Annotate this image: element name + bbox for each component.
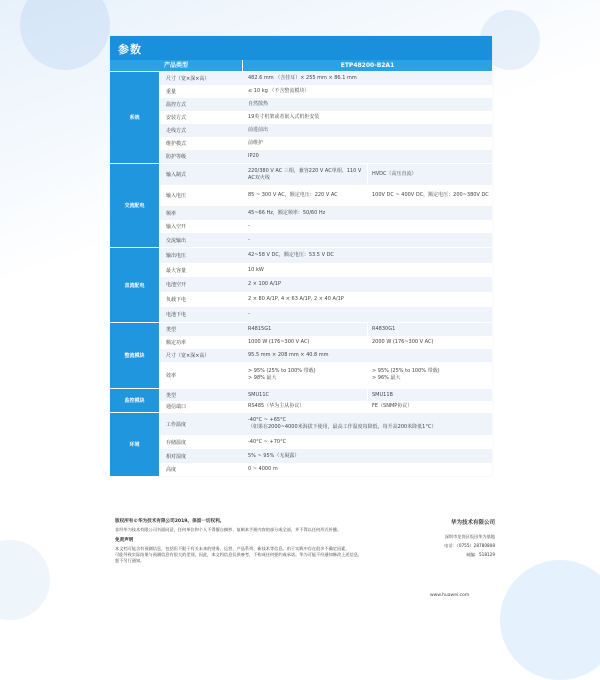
company-phone: 电话：（0755）28780808 (444, 543, 495, 548)
spec-row (160, 277, 492, 292)
spec-label: 额定功率 (160, 336, 242, 349)
spec-value-alt: R4830G1 (368, 323, 492, 336)
spec-value: R4815G1 (242, 323, 367, 336)
spec-label: 维护模式 (160, 137, 242, 150)
spec-value-alt: > 95% (25% to 100% 带载) > 96% 最大 (372, 368, 440, 381)
spec-value: 220/380 V AC 三相，兼容220 V AC单相、110 V AC双火线 (242, 164, 367, 185)
spec-row (160, 401, 492, 412)
group-ac: 交流配电 (110, 164, 159, 247)
spec-row (160, 85, 492, 98)
spec-label: 通信端口 (160, 401, 242, 412)
spec-value: 10 kW (242, 263, 492, 277)
spec-row (160, 98, 492, 111)
spec-row (160, 463, 492, 476)
spec-label: 频率 (160, 206, 242, 220)
spec-value: RS485（华为主从协议） (242, 401, 367, 412)
spec-row (160, 185, 492, 206)
spec-value-alt: FE（SNMP协议） (372, 403, 413, 409)
spec-label: 输入空开 (160, 220, 242, 233)
spec-label: 高度 (160, 463, 242, 476)
spec-row (160, 72, 492, 85)
spec-value: 0 ~ 4000 m (242, 463, 492, 476)
spec-label: 输出电压 (160, 248, 242, 263)
spec-value: 95.5 mm × 208 mm × 40.8 mm (242, 349, 492, 362)
spec-row (160, 413, 492, 435)
spec-row (160, 435, 492, 449)
spec-row (160, 349, 492, 362)
spec-label: 交流输出 (160, 233, 242, 247)
company-website[interactable]: www.huawei.com (430, 593, 470, 598)
spec-value: > 95% (25% to 100% 带载) > 98% 最大 (242, 362, 367, 388)
section-title: 参数 (110, 36, 492, 60)
spec-row (160, 164, 492, 185)
spec-label: 相对湿度 (160, 449, 242, 463)
spec-row (160, 111, 492, 124)
spec-row (160, 389, 492, 401)
spec-label: 重量 (160, 85, 242, 98)
spec-value: - (242, 233, 492, 247)
spec-value: 482.6 mm （含挂耳）× 255 mm × 86.1 mm (242, 72, 492, 85)
footer-legal (115, 518, 385, 564)
spec-value: - (242, 220, 492, 233)
group-monitor: 监控模块 (110, 389, 159, 412)
spec-row (160, 124, 492, 137)
spec-value: -40°C ~ +70°C (242, 435, 492, 449)
spec-label: 工作温度 (160, 413, 242, 435)
spec-label: 走线方式 (160, 124, 242, 137)
spec-label: 负载下电 (160, 292, 242, 307)
spec-value: 2 × 80 A/1P, 4 × 63 A/1P, 2 × 40 A/1P (242, 292, 492, 307)
spec-label: 尺寸（宽×深×高） (160, 72, 242, 85)
spec-label: 尺寸（宽×深×高） (160, 349, 242, 362)
spec-row (160, 307, 492, 322)
disclaimer-line: 恕不另行通知。 (115, 558, 145, 563)
spec-label: 效率 (160, 362, 242, 388)
spec-row (160, 323, 492, 336)
spec-value: 45~66 Hz，额定频率：50/60 Hz (242, 206, 492, 220)
spec-value: 前维护 (242, 137, 492, 150)
spec-value: SMU11C (242, 389, 367, 401)
spec-label: 安装方式 (160, 111, 242, 124)
spec-label: 存储温度 (160, 435, 242, 449)
spec-row (160, 263, 492, 277)
spec-label: 输入电压 (160, 185, 242, 206)
spec-row (160, 220, 492, 233)
spec-value: 前进前出 (242, 124, 492, 137)
spec-value: 42~58 V DC，额定电压：53.5 V DC (242, 248, 492, 263)
spec-label: 防护等级 (160, 150, 242, 163)
spec-value: 1000 W (176~300 V AC) (242, 336, 367, 349)
disclaimer-title: 免责声明 (115, 538, 134, 543)
model-label: 产品类型 (110, 60, 242, 71)
spec-value: 2 × 100 A/1P (242, 277, 492, 292)
spec-value-alt: 100V DC ~ 400V DC，额定电压：200~380V DC (372, 192, 489, 198)
spec-value-alt: 2000 W (176~300 V AC) (372, 339, 434, 345)
spec-value: IP20 (242, 150, 492, 163)
company-postcode: 邮编：518129 (466, 552, 495, 557)
spec-row (160, 362, 492, 388)
spec-row (160, 292, 492, 307)
group-rect: 整流模块 (110, 323, 159, 388)
spec-value: 5% ~ 95%（无凝露） (242, 449, 492, 463)
copyright-text: 版权所有©华为技术有限公司2019。保留一切权利。 (115, 519, 225, 524)
model-row (110, 60, 492, 71)
spec-row (160, 449, 492, 463)
spec-row (160, 137, 492, 150)
company-address: 深圳市龙岗区坂田华为基地 (444, 534, 495, 539)
spec-value-alt: SMU11B (368, 389, 492, 401)
spec-label: 电池空开 (160, 277, 242, 292)
spec-value: 自然散热 (242, 98, 492, 111)
spec-value: ≤ 10 kg （不含整流模块） (242, 85, 492, 98)
spec-label: 温控方式 (160, 98, 242, 111)
company-name: 华为技术有限公司 (450, 520, 495, 526)
spec-label: 类型 (160, 323, 242, 336)
spec-row (160, 233, 492, 247)
spec-row (160, 206, 492, 220)
spec-label: 类型 (160, 389, 242, 401)
spec-value: 19英寸机架或者嵌入式机柜安装 (242, 111, 492, 124)
spec-label: 输入制式 (160, 164, 242, 185)
group-env: 环境 (110, 413, 159, 476)
spec-row (160, 336, 492, 349)
spec-value: 85 ~ 300 V AC，额定电压：220 V AC (242, 185, 367, 206)
disclaimer-line: 可能导致实际结果与预测信息有很大的差别。因此，本文档信息仅供参考，不构成任何要约或承诺。华为可能不经通知修改上述信息， (115, 552, 363, 557)
footer-contact (405, 518, 495, 559)
spec-value: -40°C ~ +65°C （如果在2000~4000米海拔下使用，最高工作温度每降低，每升高200米降低1°C） (242, 413, 492, 435)
spec-row (160, 248, 492, 263)
model-value: ETP48200-B2A1 (243, 60, 492, 71)
spec-label: 最大容量 (160, 263, 242, 277)
spec-label: 电池下电 (160, 307, 242, 322)
trademark-text: 非经华为技术有限公司书面同意，任何单位和个人不得擅自摘抄、复制本手册内容的部分或全部，并不得以任何形式传播。 (115, 527, 342, 532)
group-dc: 直流配电 (110, 248, 159, 322)
spec-table (110, 36, 492, 476)
spec-row (160, 150, 492, 163)
spec-value: - (242, 307, 492, 322)
group-system: 系统 (110, 72, 159, 163)
spec-value-alt: HVDC（高压直流） (368, 164, 492, 185)
disclaimer-line: 本文档可能含有预测信息，包括但不限于有关未来的财务、运营、产品系列、新技术等信息。由于实践中存在很多不确定因素， (115, 546, 350, 551)
